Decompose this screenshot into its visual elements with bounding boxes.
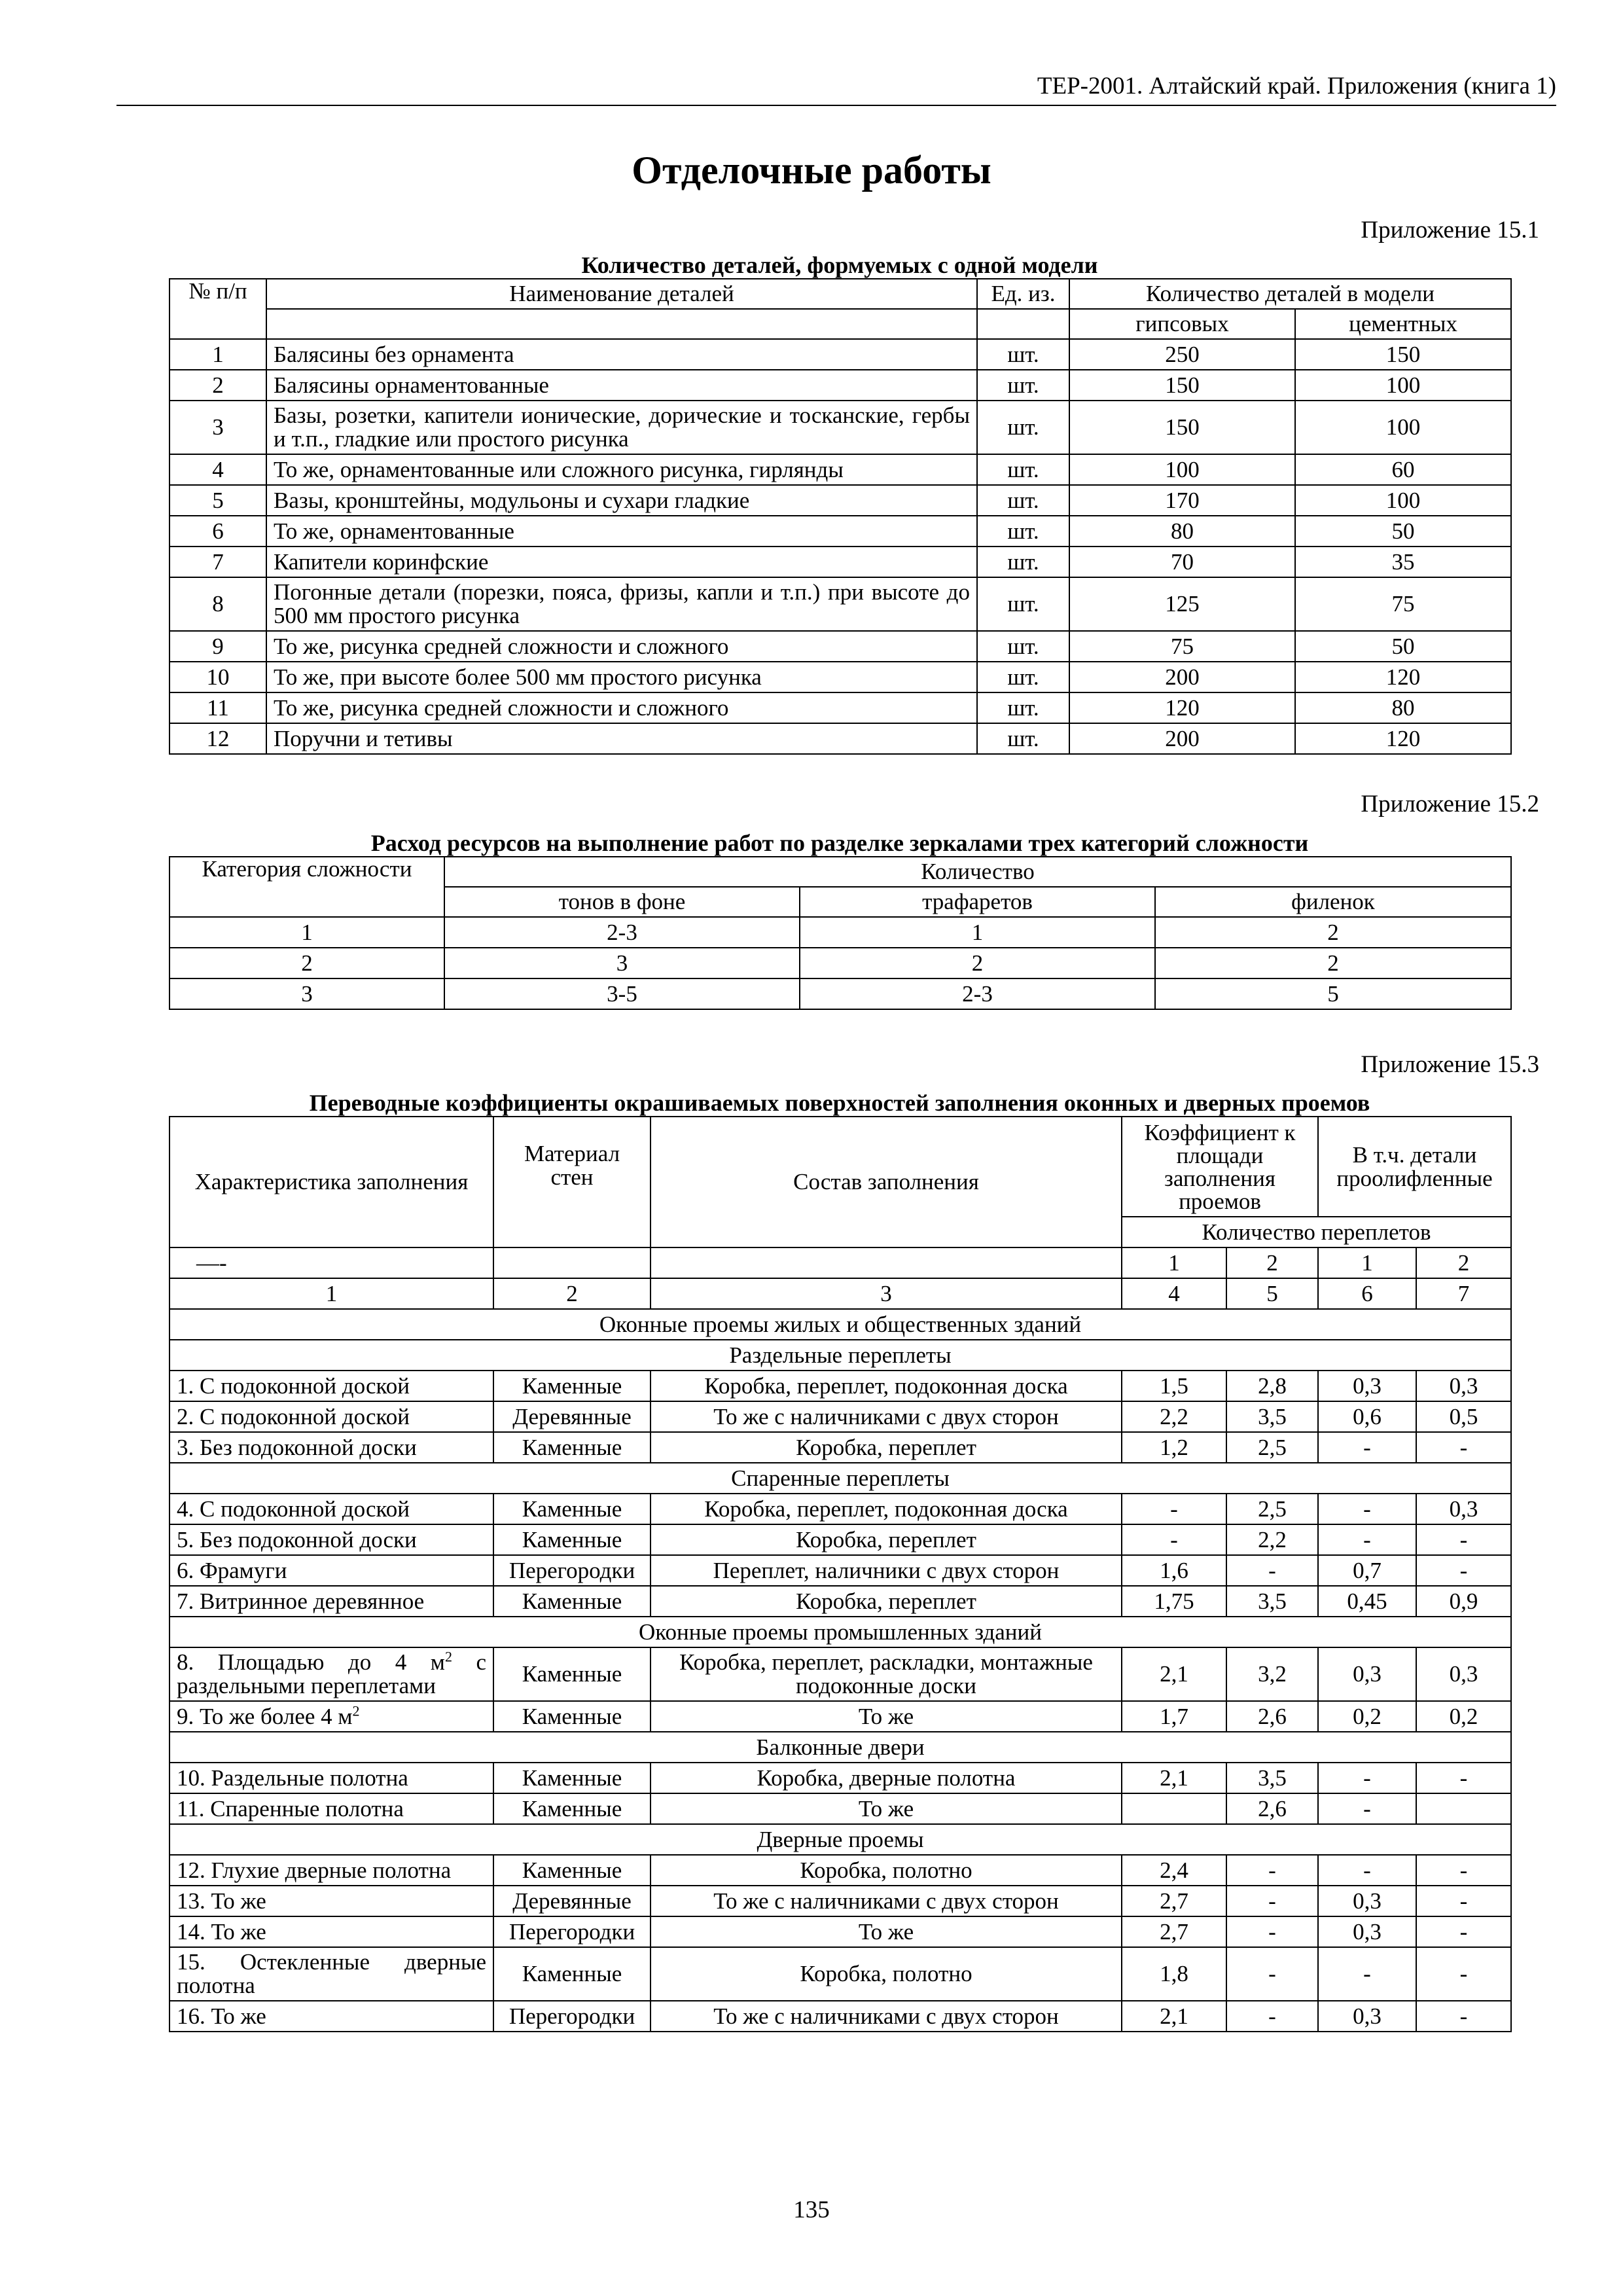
table-row: 11 То же, рисунка средней сложности и сложного шт. 120 80 [169,692,1511,723]
header-cell: Ед. из. [977,279,1069,309]
header-cell [266,309,977,339]
table-row: 7. Витринное деревянное Каменные Коробка, переплет 1,75 3,5 0,45 0,9 [169,1586,1511,1617]
header-cell: Материал стен [493,1117,651,1247]
table-row: 9 То же, рисунка средней сложности и сложного шт. 75 50 [169,631,1511,662]
table-header-row [169,1117,1511,1217]
table-row: 16. То же Перегородки То же с наличниками с двух сторон 2,1 - 0,3 - [169,2001,1511,2032]
page-number: 135 [793,2197,830,2223]
running-header-text: ТЕР-2001. Алтайский край. Приложения (книга 1) [1037,73,1556,99]
table-row: 1 Балясины без орнамента шт. 250 150 [169,339,1511,370]
table-header-row [169,857,1511,887]
table-row: 2 Балясины орнаментованные шт. 150 100 [169,370,1511,401]
header-cell: Количество переплетов [1122,1217,1511,1247]
coefficients-table [169,1116,1512,2032]
table-row: 4 То же, орнаментованные или сложного рисунка, гирлянды шт. 100 60 [169,454,1511,485]
appendix-15-2-label: Приложение 15.2 [1361,791,1539,817]
header-cell [977,309,1069,339]
resources-table [169,856,1512,1010]
section-row: Раздельные переплеты [169,1340,1511,1371]
section-row: Дверные проемы [169,1824,1511,1855]
table-row: 7 Капители коринфские шт. 70 35 [169,547,1511,577]
table-row: 6 То же, орнаментованные шт. 80 50 [169,516,1511,547]
header-cell: —- [169,1247,493,1278]
appendix-15-2-caption: Расход ресурсов на выполнение работ по разделке зеркалами трех категорий сложности [370,830,1309,856]
table-row: 4. С подоконной доской Каменные Коробка, переплет, подоконная доска - 2,5 - 0,3 [169,1494,1511,1524]
table-row: 3 Базы, розетки, капители ионические, дорические и тосканские, гербы и т.п., гладкие или простого рисунка шт. 150 100 [169,401,1511,454]
row-characteristic: 9. То же более 4 $м^2$ [169,1701,493,1732]
table-row: 3 3-5 2-3 5 [169,978,1511,1009]
table-row: 9. То же более 4 $м^2$ Каменные То же 1,7 2,6 0,2 0,2 [169,1701,1511,1732]
header-cell: трафаретов [800,887,1155,917]
section-row: Балконные двери [169,1732,1511,1763]
section-row: Оконные проемы жилых и общественных зданий [169,1309,1511,1340]
table-header-row: —- 1 2 1 2 [169,1247,1511,1278]
table-header-row [169,279,1511,309]
table-row: 10 То же, при высоте более 500 мм простого рисунка шт. 200 120 [169,662,1511,692]
table-row: 12 Поручни и тетивы шт. 200 120 [169,723,1511,754]
details-table [169,278,1512,755]
table-row: 8 Погонные детали (порезки, пояса, фризы, капли и т.п.) при высоте до 500 мм простого рисунка шт. 125 75 [169,577,1511,631]
appendix-15-3-caption: Переводные коэффициенты окрашиваемых поверхностей заполнения оконных и дверных проемов [309,1090,1370,1116]
table-row: 2. С подоконной доской Деревянные То же с наличниками с двух сторон 2,2 3,5 0,6 0,5 [169,1401,1511,1432]
header-cell: Коэффициент к площади заполнения проемов [1122,1117,1318,1217]
table-row: 12. Глухие дверные полотна Каменные Коробка, полотно 2,4 - - - [169,1855,1511,1886]
appendix-15-3-label: Приложение 15.3 [1361,1051,1539,1078]
header-cell: Состав заполнения [651,1117,1122,1247]
table-row: 5. Без подоконной доски Каменные Коробка, переплет - 2,2 - - [169,1524,1511,1555]
table-row: 10. Раздельные полотна Каменные Коробка, дверные полотна 2,1 3,5 - - [169,1763,1511,1793]
appendix-15-1-label: Приложение 15.1 [1361,217,1539,243]
header-cell: Категория сложности [169,857,444,917]
header-cell: В т.ч. детали проолифленные [1318,1117,1511,1217]
header-cell: филенок [1155,887,1511,917]
header-cell: Наименование деталей [266,279,977,309]
header-cell: Количество деталей в модели [1069,279,1511,309]
table-row: 15. Остекленные дверные полотна Каменные Коробка, полотно 1,8 - - - [169,1947,1511,2001]
header-cell: Количество [444,857,1511,887]
section-row: Спаренные переплеты [169,1463,1511,1494]
table-row: 1. С подоконной доской Каменные Коробка, переплет, подоконная доска 1,5 2,8 0,3 0,3 [169,1371,1511,1401]
table-row: 13. То же Деревянные То же с наличниками с двух сторон 2,7 - 0,3 - [169,1886,1511,1916]
header-cell: № п/п [169,279,266,339]
appendix-15-1-caption: Количество деталей, формуемых с одной модели [581,252,1098,278]
header-cell: Характеристика заполнения [169,1117,493,1247]
table-row: 3. Без подоконной доски Каменные Коробка, переплет 1,2 2,5 - - [169,1432,1511,1463]
table-row: 1 2-3 1 2 [169,917,1511,948]
table-row: 2 3 2 2 [169,948,1511,978]
header-cell: гипсовых [1069,309,1295,339]
table-row: 5 Вазы, кронштейны, модульоны и сухари гладкие шт. 170 100 [169,485,1511,516]
table-header-row [169,309,1511,339]
table-row: 14. То же Перегородки То же 2,7 - 0,3 - [169,1916,1511,1947]
header-cell: тонов в фоне [444,887,800,917]
table-row: 6. Фрамуги Перегородки Переплет, наличники с двух сторон 1,6 - 0,7 - [169,1555,1511,1586]
table-row: 11. Спаренные полотна Каменные То же 2,6 - [169,1793,1511,1824]
table-row: 8. Площадью до 4 $м^2$ с раздельными переплетами Каменные Коробка, переплет, раскладки, монтажные подоконные доски 2,1 3,2 0,3 0,3 [169,1647,1511,1701]
column-number-row: 1 2 3 4 5 6 7 [169,1278,1511,1309]
running-header [116,72,1556,106]
header-cell: цементных [1295,309,1511,339]
section-row: Оконные проемы промышленных зданий [169,1617,1511,1647]
page-title: Отделочные работы [632,149,991,192]
row-characteristic: 8. Площадью до 4 $м^2$ с раздельными переплетами [169,1647,493,1701]
